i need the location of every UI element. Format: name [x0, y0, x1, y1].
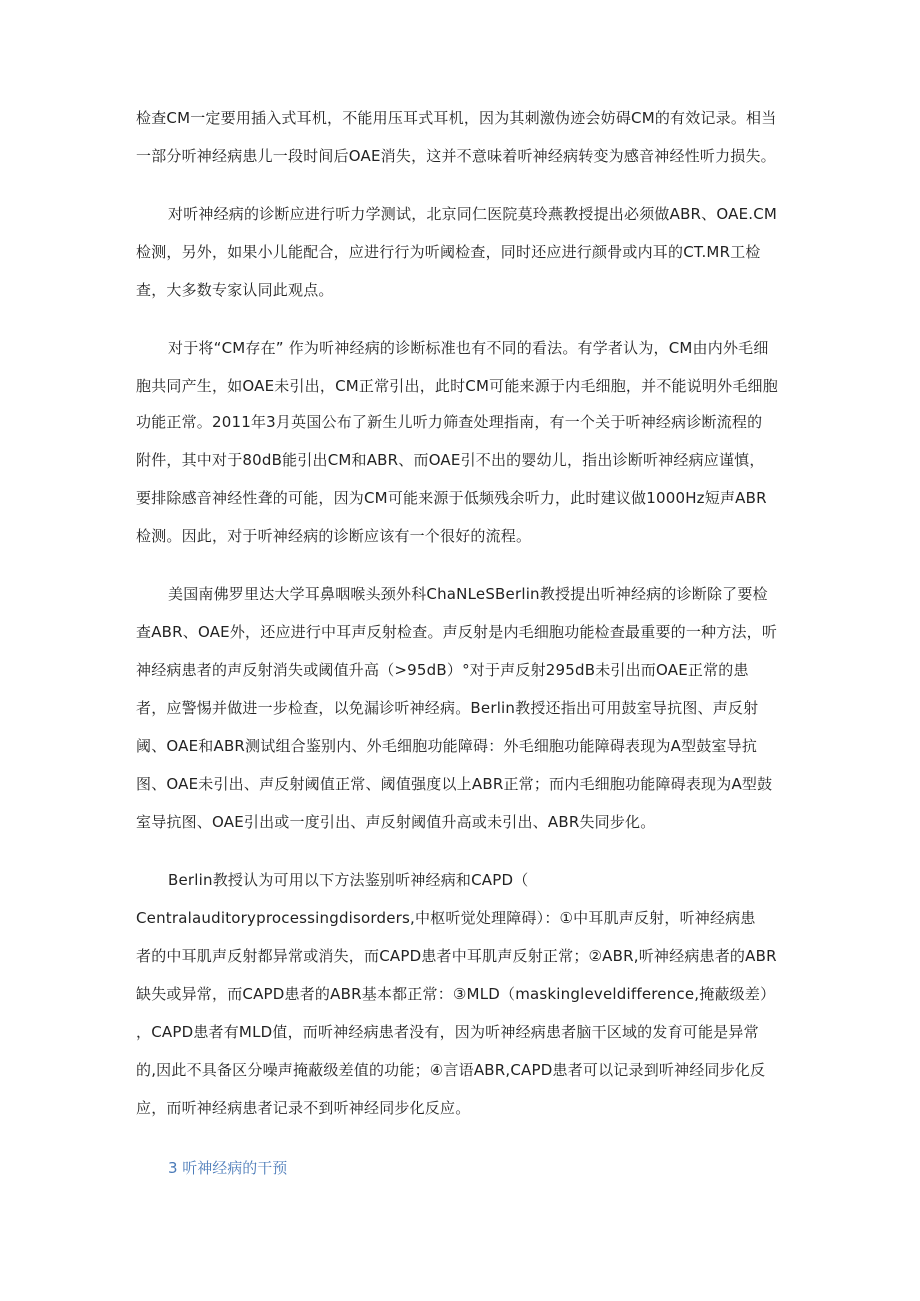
- paragraph-5-line-5: ，CAPD患者有MLD值，而听神经病患者没有，因为听神经病患者脑干区域的发育可能是异常: [136, 1023, 759, 1041]
- paragraph-3-line-1: 对于将“CM存在” 作为听神经病的诊断标准也有不同的看法。有学者认为，CM由内外毛细: [168, 339, 769, 357]
- paragraph-2-line-2: 检测，另外，如果小儿能配合，应进行行为听阈检查，同时还应进行颜骨或内耳的CT.MR工检: [136, 243, 761, 261]
- paragraph-3-line-4: 附件，其中对于80dB能引出CM和ABR、而OAE引不出的婴幼儿，指出诊断听神经病应谨慎，: [136, 451, 765, 469]
- paragraph-3-line-3: 功能正常。2011年3月英国公布了新生儿听力筛查处理指南，有一个关于听神经病诊断流程的: [136, 413, 763, 431]
- paragraph-5-line-4: 缺失或异常，而CAPD患者的ABR基本都正常：③MLD（maskingleveldifference,掩蔽级差）: [136, 985, 776, 1003]
- paragraph-4-line-3: 神经病患者的声反射消失或阈值升高（>95dB）°对于声反射295dB未引出而OAE正常的患: [136, 661, 749, 679]
- paragraph-1-line-1: 检查CM一定要用插入式耳机，不能用压耳式耳机，因为其刺激伪迹会妨碍CM的有效记录。相当: [136, 109, 777, 127]
- paragraph-3-line-5: 要排除感音神经性聋的可能，因为CM可能来源于低频残余听力，此时建议做1000Hz短声ABR: [136, 489, 767, 507]
- paragraph-5-line-1: Berlin教授认为可用以下方法鉴别听神经病和CAPD（: [168, 871, 529, 889]
- paragraph-4-line-1: 美国南佛罗里达大学耳鼻咽喉头颈外科ChaNLeSBerlin教授提出听神经病的诊断除了要检: [168, 585, 768, 603]
- paragraph-4-line-6: 图、OAE未引出、声反射阈值正常、阈值强度以上ABR正常；而内毛细胞功能障碍表现为A型鼓: [136, 775, 773, 793]
- paragraph-2-line-3: 查，大多数专家认同此观点。: [136, 281, 334, 299]
- paragraph-2-line-1: 对听神经病的诊断应进行听力学测试，北京同仁医院莫玲燕教授提出必须做ABR、OAE.CM: [168, 205, 778, 223]
- paragraph-1-line-2: 一部分听神经病患儿一段时间后OAE消失，这并不意味着听神经病转变为感音神经性听力损失。: [136, 147, 776, 165]
- paragraph-3-line-2: 胞共同产生，如OAE未引出，CM正常引出，此时CM可能来源于内毛细胞，并不能说明外毛细胞: [136, 377, 778, 395]
- paragraph-4-line-4: 者，应警惕并做进一步检查，以免漏诊听神经病。Berlin教授还指出可用鼓室导抗图、声反射: [136, 699, 759, 717]
- paragraph-4-line-5: 阈、OAE和ABR测试组合鉴别内、外毛细胞功能障碍：外毛细胞功能障碍表现为A型鼓室导抗: [136, 737, 758, 755]
- paragraph-4-line-7: 室导抗图、OAE引出或一度引出、声反射阈值升高或未引出、ABR失同步化。: [136, 813, 656, 831]
- paragraph-4-line-2: 查ABR、OAE外，还应进行中耳声反射检查。声反射是内毛细胞功能检查最重要的一种方法，听: [136, 623, 778, 641]
- paragraph-5-line-6: 的,因此不具备区分噪声掩蔽级差值的功能；④言语ABR,CAPD患者可以记录到听神经同步化反: [136, 1061, 766, 1079]
- paragraph-5-line-7: 应，而听神经病患者记录不到听神经同步化反应。: [136, 1099, 471, 1117]
- paragraph-3-line-6: 检测。因此，对于听神经病的诊断应该有一个很好的流程。: [136, 527, 532, 545]
- paragraph-5-line-2: Centralauditoryprocessingdisorders,中枢听觉处理障碍）：①中耳肌声反射，听神经病患: [136, 909, 756, 927]
- paragraph-5-line-3: 者的中耳肌声反射都异常或消失，而CAPD患者中耳肌声反射正常；②ABR,听神经病患者的ABR: [136, 947, 777, 965]
- section-heading: 3 听神经病的干预: [168, 1159, 288, 1177]
